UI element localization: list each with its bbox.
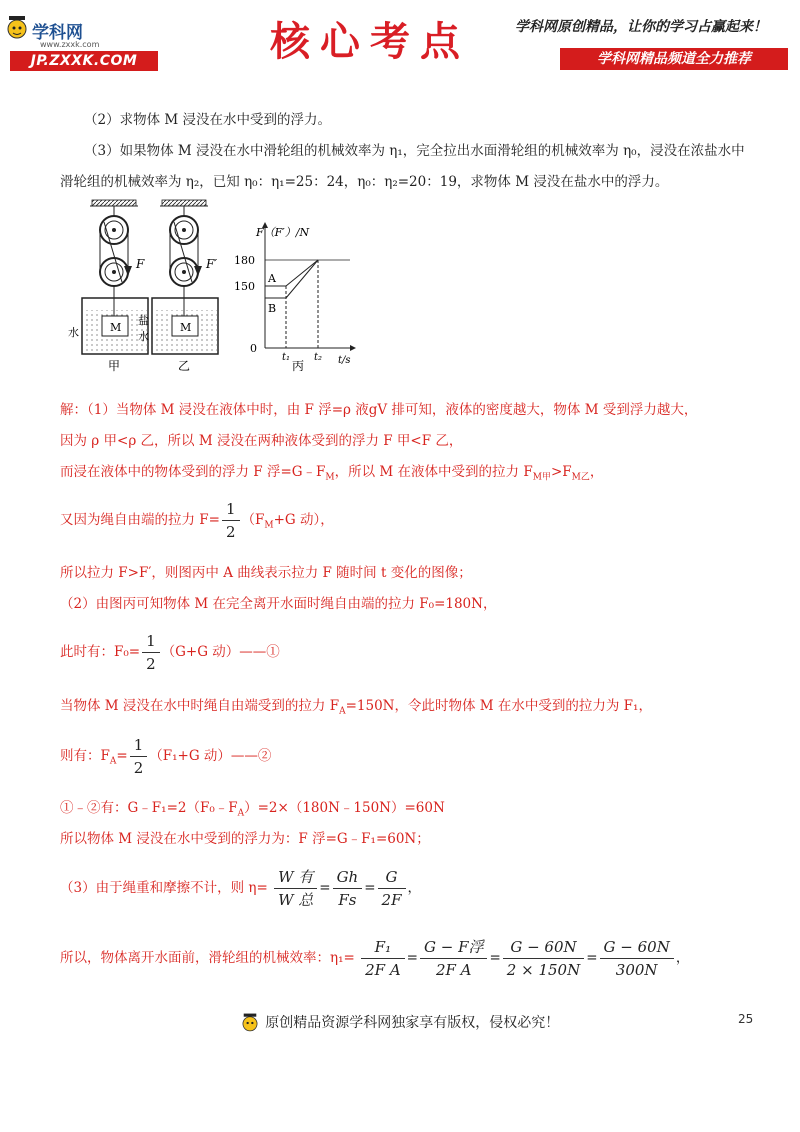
jia-label: 甲 bbox=[108, 359, 121, 373]
curve-a-label: A bbox=[268, 272, 276, 285]
bing-label: 丙 bbox=[292, 359, 305, 373]
yi-label: 乙 bbox=[178, 359, 191, 373]
logo-text: 学科网 bbox=[32, 23, 83, 43]
solution-line-6: （2）由图丙可知物体 M 在完全离开水面时绳自由端的拉力 F₀=180N， bbox=[60, 596, 497, 612]
footer-text: 原创精品资源学科网独家享有版权，侵权必究！ bbox=[265, 1015, 560, 1031]
force-f-label: F bbox=[136, 257, 145, 271]
solution-line-5: 所以拉力 F>F′，则图丙中 A 曲线表示拉力 F 随时间 t 变化的图像； bbox=[60, 565, 472, 581]
header bbox=[0, 0, 800, 78]
page-number: 25 bbox=[738, 1012, 754, 1026]
question-3-line1: （3）如果物体 M 浸没在水中滑轮组的机械效率为 η₁，完全拉出水面滑轮组的机械效率为 η₀，浸没在浓盐水中 bbox=[84, 143, 745, 159]
solution-line-8: 当物体 M 浸没在水中时绳自由端受到的拉力 $F_A=150N$，令此时物体 M 在水中受到的拉力为 F₁， bbox=[60, 698, 652, 717]
mascot-icon bbox=[241, 1012, 259, 1034]
fraction-gh-fs: $\frac{Gh}{Fs}$ bbox=[333, 866, 363, 911]
water-label: 水 bbox=[68, 326, 79, 339]
force-fp-label: F′ bbox=[206, 257, 218, 271]
solution-line-12: （3）由于绳重和摩擦不计，则 η= $\frac{\text{W 有}}{\text{W 总}}$ = $\frac{Gh}{Fs}$ = $\frac{G}{2F}$ ， bbox=[60, 868, 421, 909]
solution-line-1: 解：（1）当物体 M 浸没在液体中时，由 F 浮=ρ 液gV 排可知，液体的密度越大，物体 M 受到浮力越大， bbox=[60, 402, 698, 418]
solution-line-7: 此时有：F₀= $\frac{1}{2}$ （G+G 动）——① bbox=[60, 632, 280, 673]
solution-line-11: 所以物体 M 浸没在水中受到的浮力为：F 浮=G﹣F₁=60N； bbox=[60, 831, 430, 847]
fraction-half: $\frac{1}{2}$ bbox=[130, 734, 148, 779]
logo-url: www.zxxk.com bbox=[40, 40, 100, 49]
header-title: 核心考点 bbox=[270, 18, 470, 65]
pulley-figure bbox=[60, 198, 360, 376]
solution-line-3: 而浸在液体中的物体受到的浮力 F 浮$=G﹣F_M$，所以 M 在液体中受到的拉力 $F_{M甲}>F_{M乙}$， bbox=[60, 464, 604, 483]
logo-bar: JP.ZXXK.COM bbox=[10, 51, 158, 71]
tick-0: 0 bbox=[250, 342, 257, 355]
solution-line-9: 则有：$F_A=$ $\frac{1}{2}$ （F₁+G 动）——② bbox=[60, 736, 272, 777]
fraction-half: $\frac{1}{2}$ bbox=[222, 498, 240, 543]
solution-line-4: 又因为绳自由端的拉力 F= $\frac{1}{2}$ （$F_M+G$ 动）， bbox=[60, 500, 334, 541]
solution-line-10: ①﹣②有：$G﹣F_1=2(F_0﹣F_A)=2\times(180N﹣150N)=60N$ bbox=[60, 800, 445, 819]
question-2: （2）求物体 M 浸没在水中受到的浮力。 bbox=[84, 112, 331, 128]
fraction-f1-2fa: $\frac{\text{F₁}}{\text{2F A}}$ bbox=[361, 936, 405, 981]
mass-m-label-jia: M bbox=[110, 321, 122, 334]
question-3-line2: 滑轮组的机械效率为 η₂，已知 η₀：η₁=25：24，η₀：η₂=20：19，求物体 M 浸没在盐水中的浮力。 bbox=[60, 174, 669, 190]
footer bbox=[0, 1012, 800, 1034]
salt-label-1: 盐 bbox=[138, 314, 149, 327]
solution-line-13: 所以，物体离开水面前，滑轮组的机械效率：η₁= $\frac{\text{F₁}}{\text{2F A}}$ = $\frac{\text{G − F浮}}{\text{2F A}}$ = $\frac{G - 60N}{2 \times 150N}$ = $\frac{G - 60N}{300N}$ ， bbox=[60, 938, 690, 979]
tick-t1: t₁ bbox=[282, 352, 291, 363]
mascot-icon bbox=[6, 14, 28, 42]
fraction-half: $\frac{1}{2}$ bbox=[142, 630, 160, 675]
fraction-g60-300a: $\frac{G - 60N}{2 \times 150N}$ bbox=[503, 936, 584, 981]
header-recommend: 学科网精品频道全力推荐 bbox=[560, 48, 788, 70]
tick-150: 150 bbox=[234, 280, 255, 293]
tick-t2: t₂ bbox=[314, 352, 323, 363]
fraction-g60-300: $\frac{G - 60N}{300N}$ bbox=[600, 936, 674, 981]
fraction-g-2f: $\frac{G}{2F}$ bbox=[378, 866, 406, 911]
y-axis-label: F（F′）/N bbox=[256, 226, 310, 239]
solution-line-2: 因为 ρ 甲<ρ 乙，所以 M 浸没在两种液体受到的浮力 F 甲<F 乙， bbox=[60, 433, 463, 449]
fraction-w: $\frac{\text{W 有}}{\text{W 总}}$ bbox=[274, 866, 317, 911]
curve-b-label: B bbox=[268, 302, 277, 315]
salt-label-2: 水 bbox=[138, 330, 149, 343]
graph-bing bbox=[262, 222, 356, 351]
tick-180: 180 bbox=[234, 254, 255, 267]
x-axis-label: t/s bbox=[338, 355, 351, 366]
fraction-g-ffu: $\frac{\text{G − F浮}}{\text{2F A}}$ bbox=[420, 936, 488, 981]
header-slogan: 学科网原创精品，让你的学习占赢起来！ bbox=[515, 19, 767, 35]
mass-m-label-yi: M bbox=[180, 321, 192, 334]
